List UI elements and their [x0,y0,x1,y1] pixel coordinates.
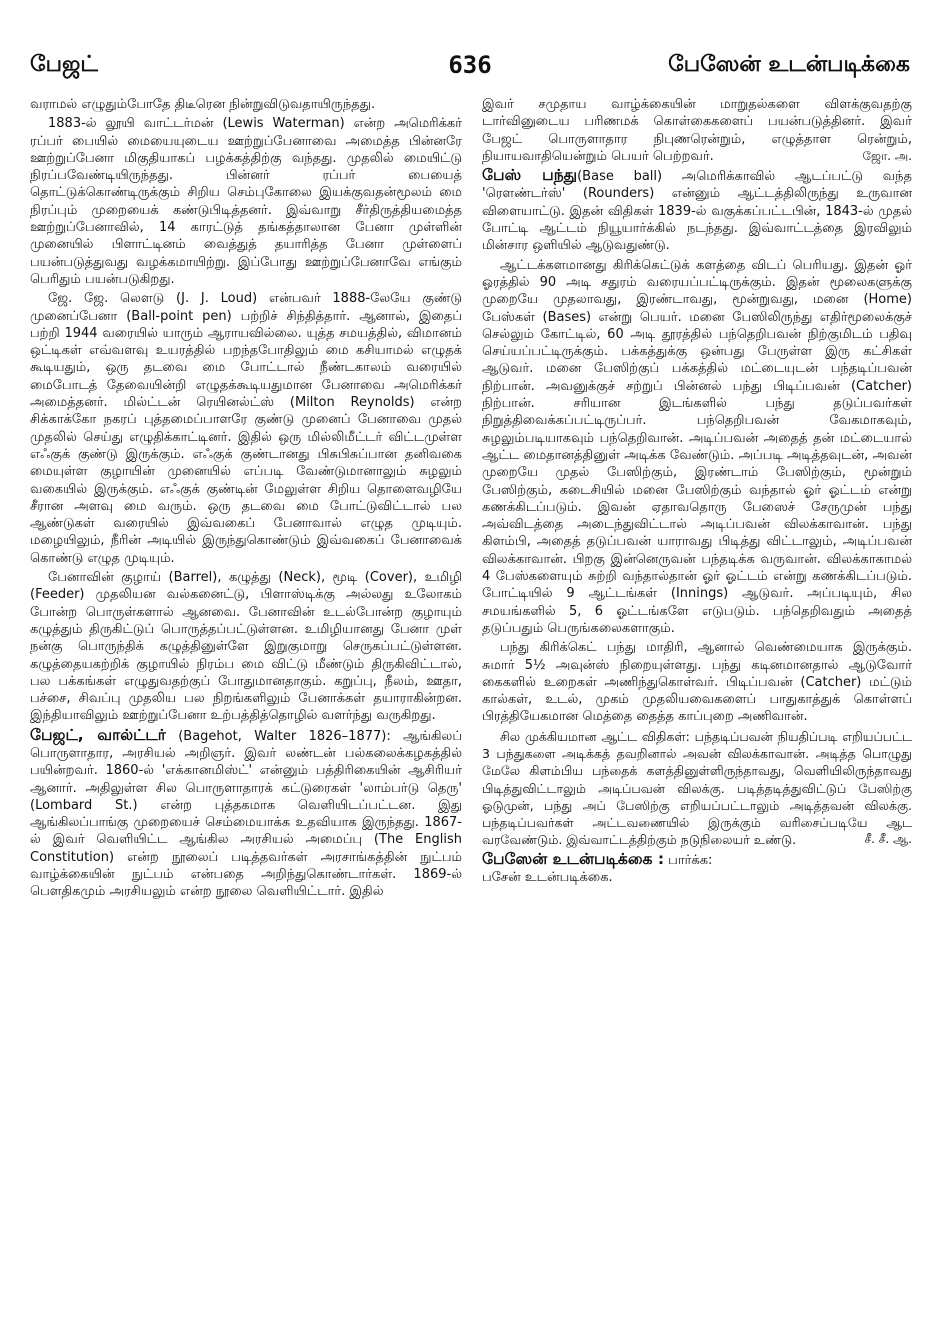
right-column [482,96,912,888]
running-head-right: பேஸேன் உடன்படிக்கை [668,52,910,77]
entry-title: பேஸேன் உடன்படிக்கை : [482,849,665,868]
paragraph: வராமல் எழுதும்போதே திடீரென நின்றுவிடுவதாயிருந்தது. [30,97,376,112]
entry-paragraph [482,167,912,254]
left-column [30,96,462,903]
paragraph: ஜே. ஜே. லௌடு (J. J. Loud) என்பவர் 1888-லேயே குண்டு முனைப்பேனா (Ball-point pen) பற்றிச் சிந்தித்தார். ஆனால், இதைப் பற்றி 1944 வரையில் யாரும் ஆராயவில்லை. யுத்த சமயத்தில், விமானம் ஒட்டிகள் எவ்வளவு உயரத்தில் பறந்தபோதிலும் மை கசியாமல் எழுதக் கூடியதும், ஒரு தடவை மை போட்டால் நீண்டகாலம் வரையில் மைபோடத் தேவையின்றி எழுதக்கூடியதுமான பேனாவை அமெரிக்கர் அமைத்தனர். மில்ட்டன் ரெயினல்ட்ஸ் (Milton Reynolds) என்ற சிக்காக்கோ நகரப் புத்தமைப்பாளரே குண்டு முனைப் பேனாவை முதல் முதலில் செய்து எழுதிக்காட்டினர். இதில் ஒரு மில்லிமீட்டர் விட்டமுள்ள எஃகுக் குண்டு இருக்கும். எஃகுக் குண்டானது பிசுபிசுப்பான தனிவகை மையுள்ள குழாயின் முனையில் எப்படி வேண்டுமானாலும் சுழலும் வகையில் இருக்கும். எஃகுக் குண்டின் மேலுள்ள சிறிய தொளைவழியே சீரான அளவு மை வரும். ஒரு தடவை மை போட்டுவிட்டால் பல ஆண்டுகள் வரையில் இவ்வகைப் பேனாவால் எழுத முடியும். மழையிலும், நீரின் அடியில் இருந்துகொண்டும் இவ்வகைப் பேனாவைக் கொண்டு எழுத முடியும். [30,291,462,566]
paragraph: பந்து கிரிக்கெட் பந்து மாதிரி, ஆனால் வெண்மையாக இருக்கும். சுமார் 5½ அவுன்ஸ் நிறையுள்ளது. பந்து கடினமானதால் ஆடுவோர் கைகளில் உறைகள் அணிந்துகொள்வர். பிடிப்பவன் (Catcher) மட்டும் கால்கள், உடல், முகம் முதலியவைகளைப் பாதுகாத்துக் கொள்ளப் பிரத்தியேகமான மெத்தை தைத்த காப்புறை அணிவான். [482,640,912,725]
paragraph: ஆட்டக்களமானது கிரிக்கெட்டுக் களத்தை விடப் பெரியது. இதன் ஓர் ஓரத்தில் 90 அடி சதுரம் வரையப்பட்டிருக்கும். இதன் மூலைகளுக்கு முறையே முதலாவது, இரண்டாவது, மூன்றுவது, மனை (Home) பேஸ்கள் (Bases) என்று பெயர். மனை பேஸிலிருந்து எதிர்மூலைக்குச் செல்லும் கோட்டில், 60 அடி தூரத்தில் பந்தெறிபவன் நிற்குமிடம் பதிவு செய்யப்பட்டிருக்கும். பக்கத்துக்கு ஒன்பது பேருள்ள இரு கட்சிகள் ஆடுவர். மனை பேஸிற்குப் பக்கத்தில் மட்டையுடன் பந்தடிப்பவன் நிற்பான். அவனுக்குச் சற்றுப் பின்னல் பந்து பிடிப்பவன் (Catcher) நிற்பான். சரியான இடங்களில் பந்து தடுப்பவர்கள் நிறுத்திவைக்கப்பட்டிருப்பர். பந்தெறிபவன் வேகமாகவும், சுழலும்படியாகவும் பந்தெறிவான். அடிப்பவன் அதைத் தன் மட்டையால் ஆட்ட மைதானத்தினுள் அடிக்க வேண்டும். அப்படி அடித்தவுடன், அவன் முறையே முதல் பேஸிற்கும், இரண்டாம் பேஸிற்கும், மூன்றும் பேஸிற்கும், கடைசியில் மனை பேஸிற்கும் வந்தால் ஓர் ஓட்டம் என்று கணக்கிடப்படும். இவன் ஏதாவதொரு பேஸைச் சேருமுன் பந்து அவ்விடத்தை அடைந்துவிட்டால் அடிப்பவன் விலக்காவான். பந்து கிளம்பி, அதைத் தடுப்பவன் யாராவது பிடித்து விட்டாலும், அடிப்பவன் விலக்காவான். பிறகு இன்னெருவன் பந்தடிக்க வருவான். விலக்காகாமல் 4 பேஸ்களையும் சுற்றி வந்தால்தான் ஓர் ஓட்டம் என்று கணக்கிடப்படும். போட்டியில் 9 ஆட்டங்கள் (Innings) ஆடுவர். அப்படியும், சில சமயங்களில் 5, 6 ஓட்டங்களே எடுபடும். பந்தெறிவதும் அதைத் தடுப்பதும் பெருங்கலைகளாகும். [482,257,912,636]
paragraph: பேனாவின் குழாய் (Barrel), கழுத்து (Neck), மூடி (Cover), உமிழி (Feeder) முதலியன வல்கனைட்டு, பிளாஸ்டிக்கு அல்லது உலோகம் போன்ற பொருள்களால் ஆனவை. பேனாவின் உடல்போன்ற குழாயும் கழுத்தும் திருகிட்டுப் பொருத்தப்பட்டுள்ளன. உமிழியானது பேனா முள் நன்கு பொருந்திக் கழுத்தினுள்ளே இறுகுமாறு செருகப்பட்டுள்ளன. கழுத்தையகற்றிக் குழாயில் நிரம்ப மை விட்டு மீண்டும் திருகிவிட்டால், பல பக்கங்கள் எழுதுவதற்குப் போதுமானதாகும். கறுப்பு, நீலம், ஊதா, பச்சை, சிவப்பு முதலிய பல நிறங்களிலும் பேனாக்கள் தயாராகின்றன. இந்தியாவிலும் ஊற்றுப்பேனா உற்பத்தித்தொழில் வளர்ந்து வருகிறது. [30,570,462,724]
entry-paragraph [30,727,462,901]
paragraph [482,96,912,165]
entry-text: (Bagehot, Walter 1826–1877): ஆங்கிலப் பொருளாதார, அரசியல் அறிஞர். இவர் லண்டன் பல்கலைக்கழகத்தில் பயின்றவர். 1860-ல் 'எக்கானமிஸ்ட்' என்னும் பத்திரிகையின் ஆசிரியர் ஆனார். அதிலுள்ள சில பொருளாதாரக் கட்டுரைகள் 'லாம்பர்டு தெரு' (Lombard St.) என்ற புத்தகமாக வெளியிடப்பட்டன. இது ஆங்கிலப்பாங்கு முறையைச் செம்மையாக்க உதவியாக இருந்தது. 1867-ல் இவர் வெளியிட்ட ஆங்கில அரசியல் அமைப்பு (The English Constitution) என்ற நூலைப் படித்தவர்கள் அரசாங்கத்தின் நுட்பம் வாழ்க்கையின் நுட்பம் என்பதை அறிந்துகொண்டார்கள். 1869-ல் பௌதிகமும் அரசியலும் என்ற நூலை வெளியிட்டார். இதில் [30,728,463,900]
paragraph-text: இவர் சமுதாய வாழ்க்கையின் மாறுதல்களை விளக்குவதற்கு டார்வினுடைய பரிணமக் கொள்கைகளைப் பயன்படுத்தினர். இவர் பேஜட் பொருளாதார நிபுணரென்றும், எழுத்தாள ரென்றும், நியாயவாதியென்றும் பெயர் பெற்றவர். [482,97,912,164]
entry-text: (Base ball) அமெரிக்காவில் ஆடப்பட்டு வந்த 'ரௌண்டர்ஸ்' (Rounders) என்னும் ஆட்டத்திலிருந்து உருவான விளையாட்டு. இதன் விதிகள் 1839-ல் வகுக்கப்பட்டபின், 1843-ல் முதல் போட்டி ஆட்டம் நியூயார்க்கில் நடந்தது. இவ்வாட்டத்தை இரவிலும் மின்சார ஒளியில் ஆடுவதுண்டு. [482,169,912,254]
author-signature: சீ. சீ. ஆ. [864,832,912,847]
paragraph-text: சில முக்கியமான ஆட்ட விதிகள்: பந்தடிப்பவன் நியதிப்படி எறியப்பட்ட 3 பந்துகளை அடிக்கத் தவறினால் அவன் விலக்காவான். அடித்த பொழுது மேலே கிளம்பிய பந்தைக் களத்தினுள்ளிருந்தாவது, வெளியிலிருந்தாவது பிடித்துவிட்டாலும் அடிப்பவன் விலக்கு. படித்தடித்துவிட்டுப் பேஸிற்கு ஓடுமுன், பந்து அப் பேஸிற்கு எறியப்பட்டாலும் அடித்தவன் விலக்கு. பந்தடிப்பவர்கள் அட்டவணையில் இருக்கும் வரிசைப்படியே ஆட வரவேண்டும். இவ்வாட்டத்திற்கும் நடுநிலையர் உண்டு. [482,728,912,848]
author-signature: ஜோ. அ. [862,148,912,163]
page-number: 636 [448,51,492,79]
entry-text: பார்க்க: [664,852,713,868]
running-head-left: பேஜட் [30,52,98,77]
entry-title: பேஸ் பந்து [482,166,578,185]
entry-text: பசேன் உடன்படிக்கை. [482,870,613,886]
entry-title: பேஜட், வால்ட்டர் [30,725,166,744]
paragraph: 1883-ல் லூயி வாட்டர்மன் (Lewis Waterman) என்ற அமெரிக்கர் ரப்பர் பையில் மையையுடைய ஊற்றுப்பேனாவை அமைத்த பின்னரே ஊற்றுப்பேனா மிகுதியாகப் பழக்கத்திற்கு வந்தது. முதலில் மையிட்டு நிரப்பவேண்டியிருந்தது. பின்னர் ரப்பர் பையைத் தொட்டுக்கொண்டிருக்கும் சிறிய செம்புகோலை இயக்குவதன்மூலம் மை நிரப்பும் முறையைக் கண்டுபிடித்தனர். இவ்வாறு சீர்திருத்தியமைத்த ஊற்றுப்பேனாவில், 14 காரட்டுத் தங்கத்தாலான பேனா முள்ளின் முனையில் பிளாட்டினம் வைத்துத் தயாரித்த பேனா முள்ளைப் பயன்படுத்துவது வழக்கமாயிற்று. இப்போது ஊற்றுப்பேனாவே எங்கும் பெரிதும் பயன்படுகிறது. [30,116,462,287]
entry-paragraph [482,851,912,887]
page-header [30,50,910,84]
paragraph [482,728,912,849]
